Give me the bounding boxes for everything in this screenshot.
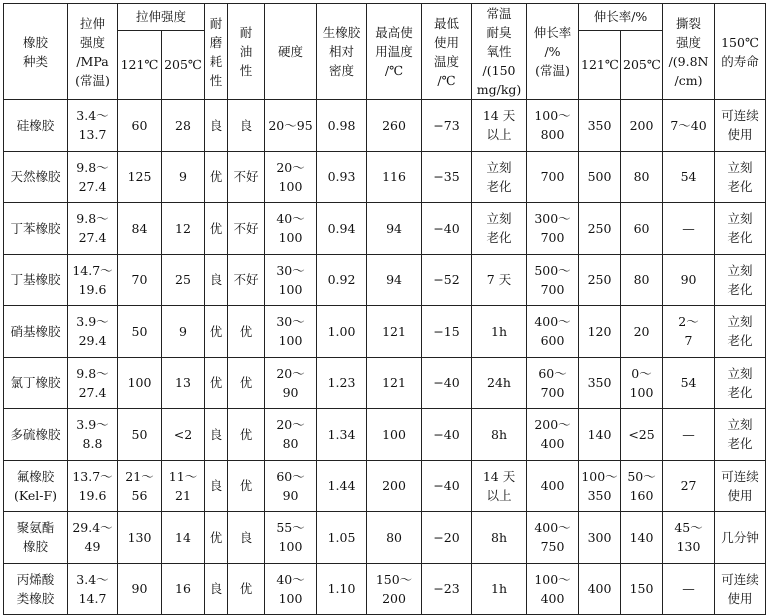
cell-ozone-resistance: 24h [472,357,527,409]
cell-rubber-type: 多硫橡胶 [4,409,68,461]
cell-max-temp: 94 [367,203,422,255]
cell-ozone-resistance: 8h [472,409,527,461]
cell-density: 1.10 [317,563,367,615]
cell-elongation-121c: 100～ 350 [579,460,621,512]
cell-elongation-205c: 20 [621,306,663,358]
cell-tensile-strength: 9.8～ 27.4 [68,151,118,203]
header-life-150c: 150℃ 的寿命 [715,4,766,100]
cell-density: 1.44 [317,460,367,512]
cell-ozone-resistance: 14 天 以上 [472,100,527,152]
cell-hardness: 20～95 [265,100,317,152]
cell-life-150c: 立刻 老化 [715,151,766,203]
cell-density: 1.05 [317,512,367,564]
header-tensile-strength-group: 拉伸强度 [118,4,205,31]
cell-wear-resistance: 优 [205,306,228,358]
cell-max-temp: 100 [367,409,422,461]
cell-hardness: 20～ 80 [265,409,317,461]
cell-tensile-205c: 12 [162,203,205,255]
cell-hardness: 60～ 90 [265,460,317,512]
cell-max-temp: 260 [367,100,422,152]
cell-max-temp: 121 [367,357,422,409]
cell-min-temp: −40 [422,460,472,512]
cell-tear-strength: — [663,563,715,615]
cell-density: 0.98 [317,100,367,152]
cell-life-150c: 几分钟 [715,512,766,564]
cell-tensile-strength: 13.7～ 19.6 [68,460,118,512]
cell-hardness: 20～ 100 [265,151,317,203]
cell-ozone-resistance: 7 天 [472,254,527,306]
cell-ozone-resistance: 1h [472,563,527,615]
header-tensile-121c: 121℃ [118,30,162,99]
cell-tear-strength: 54 [663,151,715,203]
header-oil-resistance: 耐 油 性 [228,4,265,100]
table-body [4,100,766,615]
cell-oil-resistance: 优 [228,306,265,358]
cell-min-temp: −35 [422,151,472,203]
header-ozone-resistance: 常温 耐臭 氧性 /(150 mg/kg) [472,4,527,100]
cell-max-temp: 200 [367,460,422,512]
cell-oil-resistance: 优 [228,563,265,615]
cell-rubber-type: 硅橡胶 [4,100,68,152]
cell-tensile-121c: 125 [118,151,162,203]
cell-rubber-type: 丁基橡胶 [4,254,68,306]
cell-elongation-121c: 300 [579,512,621,564]
table-row [4,151,766,203]
cell-oil-resistance: 不好 [228,254,265,306]
header-tensile-205c: 205℃ [162,30,205,99]
cell-elongation-205c: 0～ 100 [621,357,663,409]
header-elongation: 伸长率 /% (常温) [527,4,579,100]
table-row [4,100,766,152]
cell-elongation-121c: 250 [579,203,621,255]
cell-elongation-121c: 140 [579,409,621,461]
header-tensile-strength: 拉伸 强度 /MPa (常温) [68,4,118,100]
cell-tensile-121c: 70 [118,254,162,306]
cell-wear-resistance: 优 [205,512,228,564]
cell-min-temp: −40 [422,409,472,461]
cell-rubber-type: 丙烯酸 类橡胶 [4,563,68,615]
cell-rubber-type: 天然橡胶 [4,151,68,203]
cell-max-temp: 150～ 200 [367,563,422,615]
cell-elongation-121c: 120 [579,306,621,358]
cell-max-temp: 94 [367,254,422,306]
table-row [4,409,766,461]
cell-min-temp: −20 [422,512,472,564]
cell-life-150c: 立刻 老化 [715,357,766,409]
cell-tear-strength: — [663,203,715,255]
cell-elongation: 60～ 700 [527,357,579,409]
cell-elongation-121c: 350 [579,100,621,152]
cell-oil-resistance: 良 [228,100,265,152]
cell-density: 0.92 [317,254,367,306]
cell-tensile-205c: 25 [162,254,205,306]
cell-hardness: 30～ 100 [265,254,317,306]
cell-oil-resistance: 不好 [228,151,265,203]
cell-tear-strength: 27 [663,460,715,512]
cell-elongation-121c: 250 [579,254,621,306]
cell-life-150c: 立刻 老化 [715,254,766,306]
cell-tear-strength: — [663,409,715,461]
cell-ozone-resistance: 立刻 老化 [472,203,527,255]
cell-wear-resistance: 良 [205,100,228,152]
cell-min-temp: −23 [422,563,472,615]
cell-hardness: 40～ 100 [265,563,317,615]
cell-tensile-121c: 130 [118,512,162,564]
cell-oil-resistance: 不好 [228,203,265,255]
cell-elongation-121c: 500 [579,151,621,203]
table-row [4,203,766,255]
cell-elongation: 100～ 800 [527,100,579,152]
header-max-temp: 最高使 用温度 /℃ [367,4,422,100]
cell-min-temp: −40 [422,357,472,409]
cell-tensile-strength: 3.9～ 29.4 [68,306,118,358]
cell-tensile-205c: 16 [162,563,205,615]
cell-elongation: 200～ 400 [527,409,579,461]
cell-rubber-type: 丁苯橡胶 [4,203,68,255]
table-row [4,254,766,306]
cell-oil-resistance: 良 [228,512,265,564]
cell-ozone-resistance: 14 天 以上 [472,460,527,512]
cell-wear-resistance: 优 [205,151,228,203]
cell-hardness: 20～ 90 [265,357,317,409]
table-row [4,460,766,512]
cell-max-temp: 121 [367,306,422,358]
cell-tensile-121c: 100 [118,357,162,409]
cell-tensile-121c: 90 [118,563,162,615]
cell-elongation-121c: 350 [579,357,621,409]
cell-density: 0.94 [317,203,367,255]
cell-tensile-121c: 21～ 56 [118,460,162,512]
cell-tensile-121c: 84 [118,203,162,255]
cell-elongation-205c: 140 [621,512,663,564]
cell-elongation-205c: 150 [621,563,663,615]
cell-tensile-121c: 50 [118,409,162,461]
header-hardness: 硬度 [265,4,317,100]
cell-max-temp: 116 [367,151,422,203]
cell-rubber-type: 氟橡胶 (Kel-F) [4,460,68,512]
cell-tensile-strength: 9.8～ 27.4 [68,357,118,409]
header-row-group [4,4,766,31]
cell-tensile-121c: 50 [118,306,162,358]
cell-life-150c: 可连续 使用 [715,100,766,152]
cell-wear-resistance: 优 [205,357,228,409]
cell-elongation-205c: 50～ 160 [621,460,663,512]
cell-tear-strength: 7～40 [663,100,715,152]
cell-tensile-205c: 11～ 21 [162,460,205,512]
cell-elongation: 100～ 400 [527,563,579,615]
cell-ozone-resistance: 1h [472,306,527,358]
header-min-temp: 最低 使用 温度 /℃ [422,4,472,100]
cell-tensile-strength: 14.7～ 19.6 [68,254,118,306]
cell-life-150c: 立刻 老化 [715,409,766,461]
cell-tensile-205c: 9 [162,306,205,358]
cell-tensile-strength: 29.4～ 49 [68,512,118,564]
cell-wear-resistance: 良 [205,460,228,512]
cell-density: 1.23 [317,357,367,409]
cell-hardness: 55～ 100 [265,512,317,564]
header-density: 生橡胶 相对 密度 [317,4,367,100]
cell-density: 1.00 [317,306,367,358]
cell-density: 0.93 [317,151,367,203]
cell-tensile-strength: 3.9～ 8.8 [68,409,118,461]
cell-tensile-205c: 28 [162,100,205,152]
cell-tensile-121c: 60 [118,100,162,152]
cell-elongation-205c: 80 [621,254,663,306]
cell-elongation: 400～ 600 [527,306,579,358]
cell-oil-resistance: 优 [228,409,265,461]
cell-min-temp: −52 [422,254,472,306]
cell-max-temp: 80 [367,512,422,564]
cell-tear-strength: 54 [663,357,715,409]
cell-rubber-type: 氯丁橡胶 [4,357,68,409]
cell-oil-resistance: 优 [228,460,265,512]
cell-life-150c: 立刻 老化 [715,203,766,255]
cell-elongation-205c: 60 [621,203,663,255]
cell-wear-resistance: 良 [205,409,228,461]
cell-min-temp: −15 [422,306,472,358]
cell-min-temp: −40 [422,203,472,255]
cell-hardness: 30～ 100 [265,306,317,358]
cell-life-150c: 立刻 老化 [715,306,766,358]
cell-elongation: 500～ 700 [527,254,579,306]
cell-hardness: 40～ 100 [265,203,317,255]
cell-elongation: 400～ 750 [527,512,579,564]
cell-ozone-resistance: 立刻 老化 [472,151,527,203]
table-row [4,357,766,409]
cell-elongation: 300～ 700 [527,203,579,255]
cell-tensile-strength: 3.4～ 13.7 [68,100,118,152]
cell-elongation: 400 [527,460,579,512]
cell-rubber-type: 硝基橡胶 [4,306,68,358]
cell-tear-strength: 2～ 7 [663,306,715,358]
cell-wear-resistance: 优 [205,203,228,255]
cell-tensile-strength: 3.4～ 14.7 [68,563,118,615]
cell-elongation: 700 [527,151,579,203]
cell-oil-resistance: 优 [228,357,265,409]
cell-density: 1.34 [317,409,367,461]
cell-elongation-205c: 200 [621,100,663,152]
cell-tensile-205c: 9 [162,151,205,203]
cell-wear-resistance: 良 [205,254,228,306]
table-row [4,512,766,564]
cell-elongation-121c: 400 [579,563,621,615]
header-rubber-type: 橡胶 种类 [4,4,68,100]
table-row [4,563,766,615]
cell-tear-strength: 45～ 130 [663,512,715,564]
cell-tensile-205c: <2 [162,409,205,461]
table-row [4,306,766,358]
header-wear-resistance: 耐 磨 耗 性 [205,4,228,100]
rubber-properties-table [3,3,766,615]
cell-min-temp: −73 [422,100,472,152]
cell-rubber-type: 聚氨酯 橡胶 [4,512,68,564]
cell-life-150c: 可连续 使用 [715,563,766,615]
cell-life-150c: 可连续 使用 [715,460,766,512]
header-elongation-group: 伸长率/% [579,4,663,31]
cell-ozone-resistance: 8h [472,512,527,564]
cell-tensile-205c: 13 [162,357,205,409]
cell-tensile-strength: 9.8～ 27.4 [68,203,118,255]
cell-wear-resistance: 良 [205,563,228,615]
header-elongation-121c: 121℃ [579,30,621,99]
cell-tear-strength: 90 [663,254,715,306]
cell-tensile-205c: 14 [162,512,205,564]
header-tear-strength: 撕裂 强度 /(9.8N /cm) [663,4,715,100]
cell-elongation-205c: 80 [621,151,663,203]
header-elongation-205c: 205℃ [621,30,663,99]
cell-elongation-205c: <25 [621,409,663,461]
